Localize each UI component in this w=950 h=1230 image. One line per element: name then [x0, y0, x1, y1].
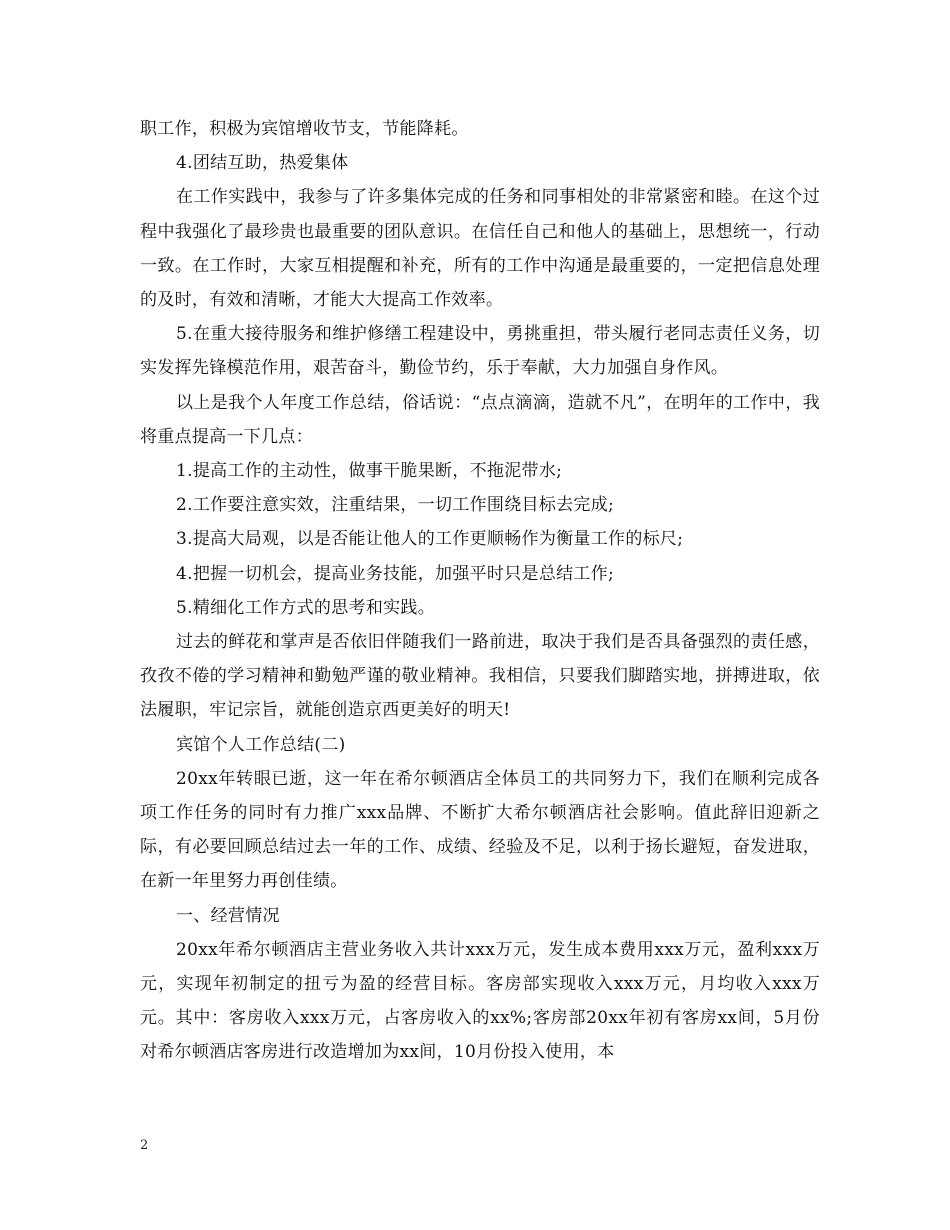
paragraph-4: 5.在重大接待服务和维护修缮工程建设中，勇挑重担，带头履行老同志责任义务，切实发挥先锋模范作用，艰苦奋斗，勤俭节约，乐于奉献，大力加强自身作风。 [140, 324, 820, 379]
paragraph-3: 在工作实践中，我参与了许多集体完成的任务和同事相处的非常紧密和睦。在这个过程中我强化了最珍贵也最重要的团队意识。在信任自己和他人的基础上，思想统一，行动一致。在工作时，大家互相提醒和补充，所有的工作中沟通是最重要的，一定把信息处理的及时，有效和清晰，才能大大提高工作效率。 [140, 187, 820, 311]
paragraph-15: 20xx年希尔顿酒店主营业务收入共计xxx万元，发生成本费用xxx万元，盈利xxx万元，实现年初制定的扭亏为盈的经营目标。客房部实现收入xxx万元，月均收入xxx万元。其中：客房收入xxx万元，占客房收入的xx%;客房部20xx年初有客房xx间，5月份对希尔顿酒店客房进行改造增加为xx间，10月份投入使用，本 [140, 939, 820, 1063]
paragraph-1: 职工作，积极为宾馆增收节支，节能降耗。 [140, 119, 469, 139]
paragraph-11: 过去的鲜花和掌声是否依旧伴随我们一路前进，取决于我们是否具备强烈的责任感，孜孜不倦的学习精神和勤勉严谨的敬业精神。我相信，只要我们脚踏实地，拼搏进取，依法履职，牢记宗旨，就能创造京西更美好的明天! [140, 632, 820, 721]
paragraph-7: 2.工作要注意实效，注重结果，一切工作围绕目标去完成; [176, 495, 615, 516]
page-number: 2 [140, 1138, 149, 1153]
paragraph-5: 以上是我个人年度工作总结，俗话说：“点点滴滴，造就不凡”，在明年的工作中，我将重点提高一下几点： [140, 392, 820, 447]
section-heading: 宾馆个人工作总结(二) [176, 734, 346, 755]
subsection-heading: 一、经营情况 [176, 905, 280, 926]
paragraph-2: 4.团结互助，热爱集体 [176, 153, 349, 174]
paragraph-8: 3.提高大局观，以是否能让他人的工作更顺畅作为衡量工作的标尺; [176, 529, 684, 550]
paragraph-9: 4.把握一切机会，提高业务技能，加强平时只是总结工作; [176, 563, 615, 584]
document-body [140, 112, 820, 1070]
paragraph-10: 5.精细化工作方式的思考和实践。 [176, 597, 436, 618]
paragraph-13: 20xx年转眼已逝，这一年在希尔顿酒店全体员工的共同努力下，我们在顺利完成各项工作任务的同时有力推广xxx品牌、不断扩大希尔顿酒店社会影响。值此辞旧迎新之际，有必要回顾总结过去一年的工作、成绩、经验及不足，以利于扬长避短，奋发进取，在新一年里努力再创佳绩。 [140, 768, 820, 892]
paragraph-6: 1.提高工作的主动性，做事干脆果断，不拖泥带水; [176, 461, 563, 482]
